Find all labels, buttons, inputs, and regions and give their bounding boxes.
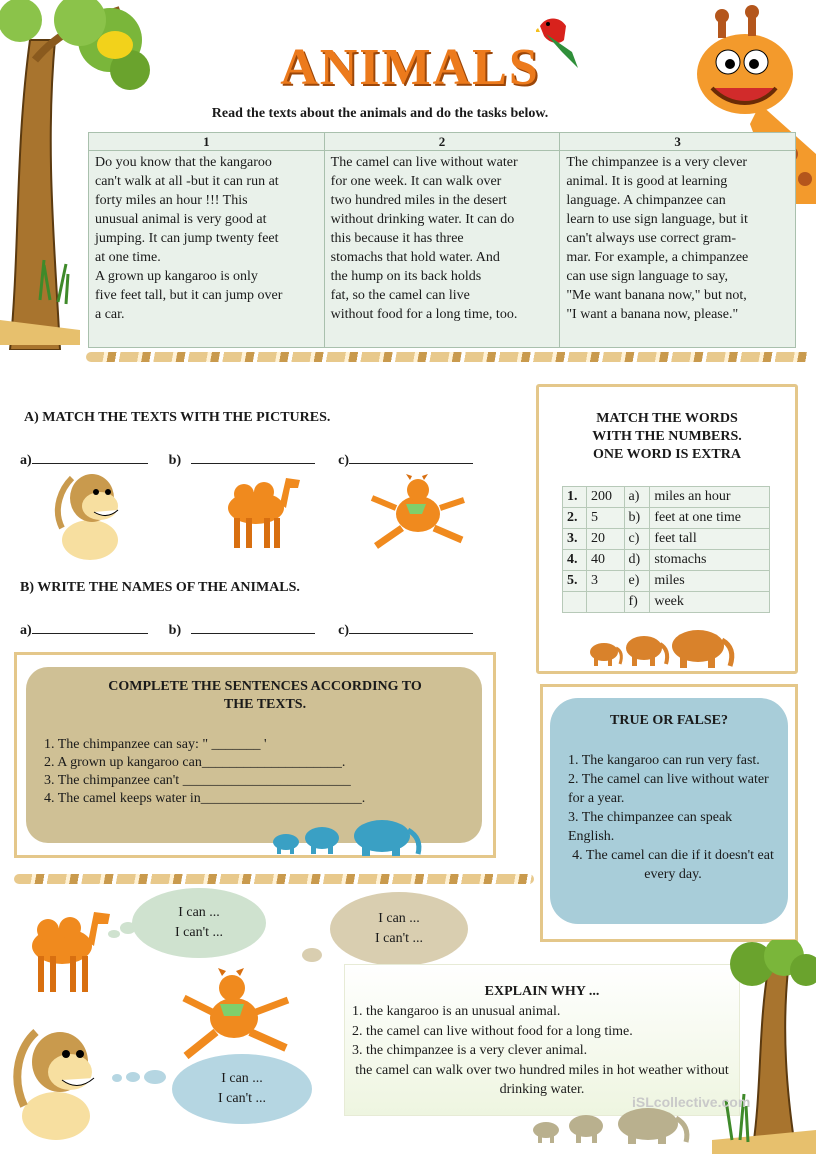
table-row xyxy=(563,550,770,571)
reading-text: The chimpanzee is a very clever animal. It is good at learning language. A chimpanzee can learn to use sign language, but it can't always use correct gram- mar. For example, a chimpanzee can use sign language to say, "Me want banana now," but not, "I want a banana now, please." xyxy=(566,155,749,322)
reading-column-3 xyxy=(560,133,795,347)
match-words-table xyxy=(562,486,770,613)
blank-label: a) xyxy=(20,623,32,638)
bubble-line: I can ... xyxy=(178,905,220,920)
match-cell-letter: c) xyxy=(624,529,650,550)
column-number: 3 xyxy=(560,133,795,151)
section-a-blanks xyxy=(20,450,490,469)
divider xyxy=(14,874,534,884)
match-cell-num xyxy=(563,592,587,613)
blank-label: a) xyxy=(20,453,32,468)
match-cell-value: 3 xyxy=(587,571,625,592)
kangaroo-thought-bubble xyxy=(172,1054,312,1124)
bubble-line: I can ... xyxy=(221,1071,263,1086)
bubble-line: I can't ... xyxy=(217,1091,266,1106)
page-title: ANIMALS xyxy=(280,39,540,96)
reading-text: The camel can live without water for one week. It can walk over two hundred miles in the desert without drinking water. It can do this because it has three stomachs that hold water. And the hump on its back holds fat, so the camel can live without food for a long time, too. xyxy=(330,155,518,322)
bubble-line: I can't ... xyxy=(174,925,223,940)
complete-sentences-list xyxy=(44,736,474,808)
match-cell-value: 200 xyxy=(587,487,625,508)
thought-dot xyxy=(126,1072,140,1082)
answer-blank[interactable] xyxy=(32,620,148,634)
match-cell-word: feet tall xyxy=(650,529,770,550)
true-false-title: TRUE OR FALSE? xyxy=(610,713,728,728)
list-item: 4. The camel keeps water in_______________________. xyxy=(44,791,366,806)
reading-column-1 xyxy=(89,133,325,347)
camel-icon xyxy=(220,468,302,552)
kangaroo-icon xyxy=(176,966,296,1062)
section-b-heading: B) WRITE THE NAMES OF THE ANIMALS. xyxy=(20,580,300,595)
reading-text: Do you know that the kangaroo can't walk at all -but it can run at forty miles an hour !!! This unusual animal is very good at jumping. It can jump twenty feet at one time. A grown up kangaroo is only five feet tall, but it can jump over a car. xyxy=(95,155,283,322)
section-b-blanks xyxy=(20,620,490,639)
match-cell-letter: a) xyxy=(624,487,650,508)
list-item: the camel can walk over two hundred miles in hot weather without drinking water. xyxy=(355,1062,729,1097)
list-item: 2. The camel can live without water for a year. xyxy=(568,772,769,806)
explain-why-title: EXPLAIN WHY ... xyxy=(484,984,600,999)
match-cell-value: 20 xyxy=(587,529,625,550)
match-cell-letter: b) xyxy=(624,508,650,529)
match-cell-num: 1. xyxy=(563,487,587,508)
camel-icon xyxy=(22,900,112,996)
match-cell-value: 5 xyxy=(587,508,625,529)
list-item: 1. The chimpanzee can say: " _______ ' xyxy=(44,737,267,752)
camel-thought-bubble xyxy=(132,888,266,958)
thought-dot xyxy=(144,1070,166,1084)
elephant-icon xyxy=(588,626,748,668)
monkey-icon xyxy=(52,468,132,562)
match-cell-letter: d) xyxy=(624,550,650,571)
answer-blank[interactable] xyxy=(191,450,315,464)
list-item: 1. the kangaroo is an unusual animal. xyxy=(352,1004,561,1019)
divider xyxy=(86,352,810,362)
section-a-heading: A) MATCH THE TEXTS WITH THE PICTURES. xyxy=(24,410,331,425)
answer-blank[interactable] xyxy=(349,450,473,464)
blank-label: c) xyxy=(338,453,350,468)
table-row xyxy=(563,592,770,613)
tree-right-icon xyxy=(712,940,816,1154)
answer-blank[interactable] xyxy=(32,450,148,464)
match-cell-word: miles an hour xyxy=(650,487,770,508)
page-subtitle: Read the texts about the animals and do the tasks below. xyxy=(211,106,549,121)
column-number: 1 xyxy=(89,133,324,151)
complete-sentences-title: COMPLETE THE SENTENCES ACCORDING TO THE TEXTS. xyxy=(108,679,422,712)
match-cell-word: miles xyxy=(650,571,770,592)
kangaroo-icon xyxy=(366,474,470,550)
list-item: 2. A grown up kangaroo can____________________. xyxy=(44,755,346,770)
middle-thought-bubble xyxy=(330,892,468,966)
match-cell-letter: f) xyxy=(624,592,650,613)
match-cell-num: 4. xyxy=(563,550,587,571)
match-cell-num: 5. xyxy=(563,571,587,592)
match-cell-letter: e) xyxy=(624,571,650,592)
thought-dot xyxy=(302,948,322,962)
elephant-icon xyxy=(270,816,430,856)
match-cell-value: 40 xyxy=(587,550,625,571)
match-cell-value xyxy=(587,592,625,613)
blank-label: b) xyxy=(168,453,182,468)
answer-blank[interactable] xyxy=(349,620,473,634)
match-cell-word: stomachs xyxy=(650,550,770,571)
explain-why-list xyxy=(352,1002,732,1100)
monkey-icon xyxy=(10,1016,110,1146)
match-cell-num: 3. xyxy=(563,529,587,550)
table-row xyxy=(563,487,770,508)
table-row xyxy=(563,571,770,592)
true-false-list xyxy=(568,751,778,884)
reading-column-2 xyxy=(325,133,561,347)
list-item: 1. The kangaroo can run very fast. xyxy=(568,753,760,768)
list-item: 3. The chimpanzee can't ________________________ xyxy=(44,773,351,788)
thought-dot xyxy=(112,1074,122,1082)
list-item: 4. The camel can die if it doesn't eat every day. xyxy=(572,848,774,882)
column-number: 2 xyxy=(325,133,560,151)
list-item: 2. the camel can live without food for a long time. xyxy=(352,1023,633,1039)
match-cell-word: week xyxy=(650,592,770,613)
answer-blank[interactable] xyxy=(191,620,315,634)
thought-dot xyxy=(108,930,120,938)
blank-label: c) xyxy=(338,623,350,638)
bubble-line: I can ... xyxy=(378,911,420,926)
list-item: 3. the chimpanzee is a very clever animal. xyxy=(352,1043,588,1058)
table-row xyxy=(563,508,770,529)
bubble-line: I can't ... xyxy=(374,931,423,946)
blank-label: b) xyxy=(168,623,182,638)
watermark: iSLcollective.com xyxy=(632,1094,751,1110)
elephant-icon xyxy=(530,1104,700,1144)
match-cell-num: 2. xyxy=(563,508,587,529)
reading-table xyxy=(88,132,796,348)
list-item: 3. The chimpanzee can speak English. xyxy=(568,810,733,844)
match-cell-word: feet at one time xyxy=(650,508,770,529)
match-words-title: MATCH THE WORDS WITH THE NUMBERS. ONE WORD IS EXTRA xyxy=(592,411,742,462)
table-row xyxy=(563,529,770,550)
